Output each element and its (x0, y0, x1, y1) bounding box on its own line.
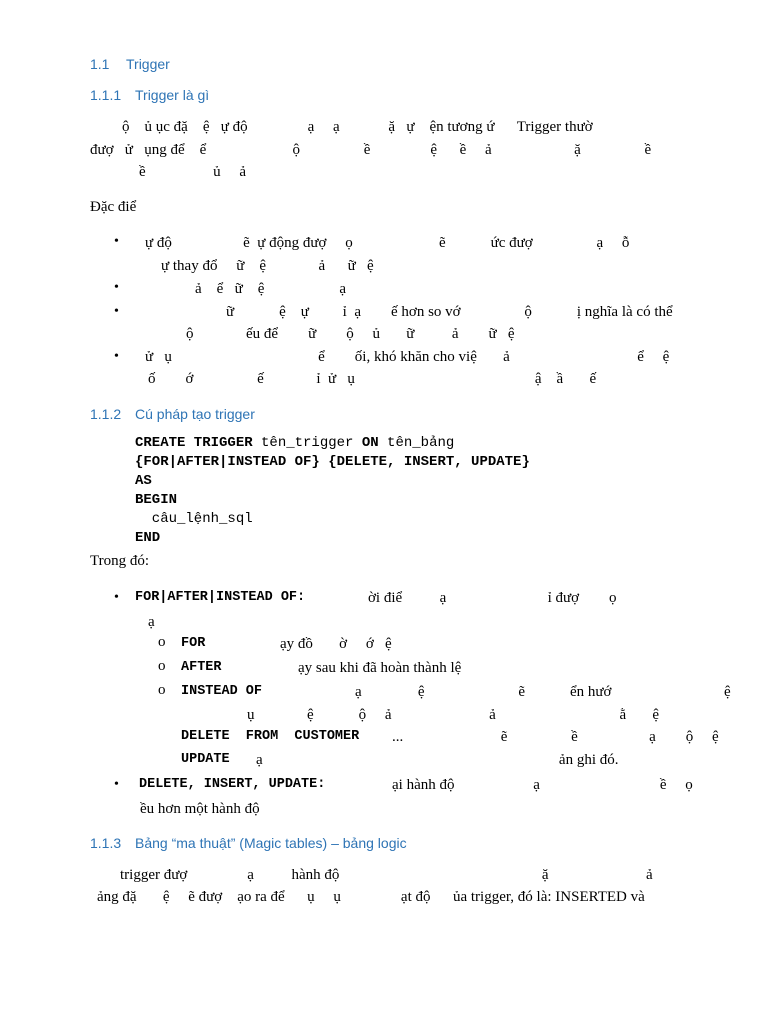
code-keyword: END (135, 530, 161, 546)
sub-update-code: UPDATE (181, 752, 230, 767)
sub-instead-of-code: INSTEAD OF (181, 684, 263, 699)
code-keyword: CREATE TRIGGER (135, 435, 253, 451)
code-keyword: {FOR|AFTER|INSTEAD OF} {DELETE, INSERT, UPDATE} (135, 454, 530, 470)
circle-bullet-icon: o (158, 682, 166, 698)
code-text: tên_bảng (378, 435, 455, 451)
where-bullet-2-code: DELETE, INSERT, UPDATE: (139, 777, 326, 792)
code-line (135, 491, 530, 510)
feature-4-line-2: ố ớ ế ỉ ử ụ ậ ầ ế (148, 371, 597, 387)
sub-instead-of-text-2: ụ ệ ộ ả ả ằ ệ (247, 707, 660, 723)
syntax-code-block (135, 434, 530, 548)
sub-after-code: AFTER (181, 660, 222, 675)
heading-1-1-1-title: Trigger là gì (135, 87, 210, 103)
feature-1-line-1: ự độ ẽ ự động đượ ọ ẽ ức đượ ạ ỗ (145, 235, 630, 251)
intro-line-2: đượ ử ụng để ể ộ ề ệ ề ả ặ ề (90, 142, 652, 158)
heading-1-1-number: 1.1 (90, 56, 110, 72)
sub-for-text: ạy đồ ờ ớ ệ (280, 636, 392, 652)
sub-after-text: ạy sau khi đã hoàn thành lệ (298, 660, 462, 676)
sub-delete-text: ... ẽ ề ạ ộ ệ (392, 729, 719, 745)
code-line (135, 434, 530, 453)
heading-1-1-3-number: 1.1.3 (90, 835, 122, 851)
code-text: tên_trigger (252, 435, 362, 451)
intro-line-3: ề ủ ả (139, 164, 247, 180)
where-bullet-2-text-2: ều hơn một hành độ (140, 801, 260, 817)
code-keyword: AS (135, 473, 152, 489)
features-label: Đặc điể (90, 199, 137, 215)
feature-4-line-1: ử ụ ể ối, khó khăn cho việ ả ể ệ (145, 349, 670, 365)
sub-instead-of-text: ạ ệ ẽ ển hướ ệ (355, 684, 731, 700)
heading-1-1-1-number: 1.1.1 (90, 87, 122, 103)
code-keyword: ON (361, 435, 379, 451)
code-text: câu_lệnh_sql (135, 511, 253, 527)
sub-for-code: FOR (181, 636, 206, 651)
feature-1-line-2: ự thay đổ ữ ệ ả ữ ệ (161, 258, 374, 274)
intro-line-1: ộ ủ ục đặ ệ ự độ ạ ạ ặ ự ện tương ứ Trigger thườ (122, 119, 593, 135)
code-line (135, 529, 530, 548)
sub-delete-code: DELETE FROM CUSTOMER (181, 729, 360, 744)
heading-1-1-title: Trigger (126, 56, 170, 72)
where-bullet-1-text-2: ạ (148, 614, 155, 630)
bullet-icon: • (114, 590, 119, 605)
bullet-icon: • (114, 280, 119, 295)
feature-2-line-1: ả ể ữ ệ ạ (195, 281, 347, 297)
code-line (135, 510, 530, 529)
magic-line-1: trigger đượ ạ hành độ ặ ả (120, 867, 653, 883)
bullet-icon: • (114, 234, 119, 249)
where-label: Trong đó: (90, 553, 150, 569)
feature-3-line-1: ữ ệ ự ỉ ạ ế hơn so vớ ộ ị nghĩa là có thể (226, 304, 673, 320)
code-line (135, 453, 530, 472)
heading-1-1-2-number: 1.1.2 (90, 406, 122, 422)
magic-line-2: ảng đặ ệ ẽ đượ ạo ra để ụ ụ ạt độ ủa trigger, đó là: INSERTED và (97, 889, 645, 905)
bullet-icon: • (114, 777, 119, 792)
bullet-icon: • (114, 349, 119, 364)
where-bullet-2-text: ại hành độ ạ ề ọ (392, 777, 693, 793)
code-keyword: BEGIN (135, 492, 178, 508)
heading-1-1-2-title: Cú pháp tạo trigger (135, 406, 255, 422)
circle-bullet-icon: o (158, 634, 166, 650)
circle-bullet-icon: o (158, 658, 166, 674)
feature-3-line-2: ộ ếu để ữ ộ ủ ữ ả ữ ệ (186, 326, 515, 342)
bullet-icon: • (114, 304, 119, 319)
sub-update-text: ạ ản ghi đó. (256, 752, 619, 768)
where-bullet-1-code: FOR|AFTER|INSTEAD OF: (135, 590, 306, 605)
where-bullet-1-text: ời điể ạ ỉ đượ ọ (368, 590, 617, 606)
code-line (135, 472, 530, 491)
heading-1-1-3-title: Bảng “ma thuật” (Magic tables) – bảng logic (135, 835, 407, 851)
